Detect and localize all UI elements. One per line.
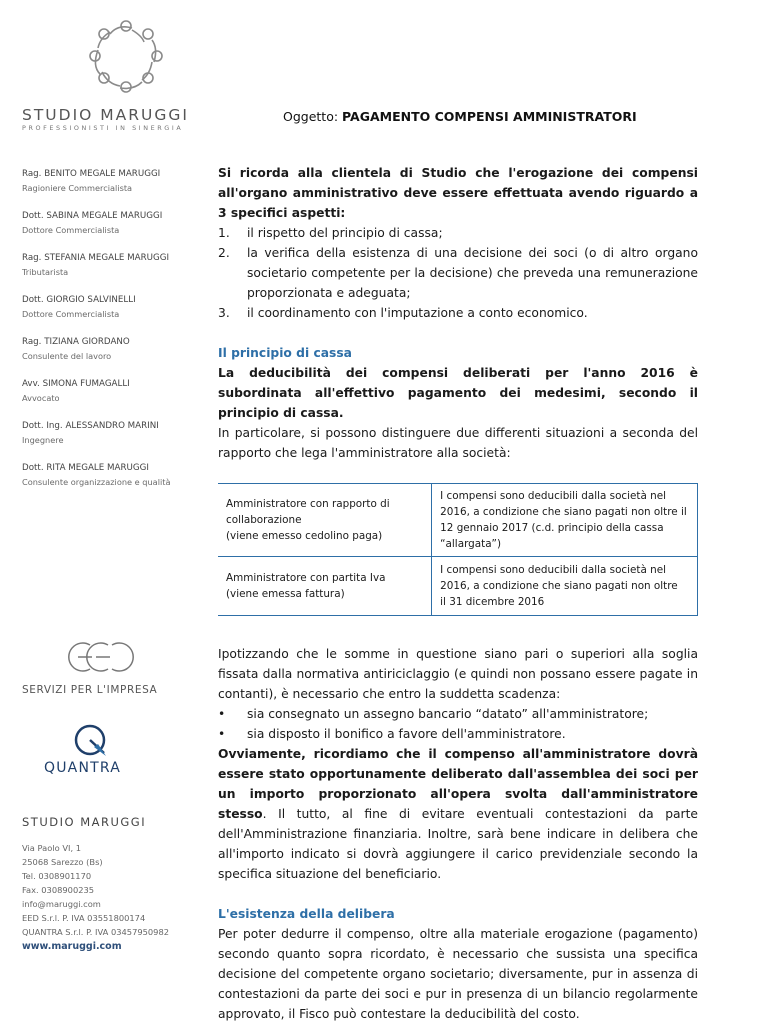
cell-line: Amministratore con rapporto di <box>226 498 390 510</box>
contact-line: QUANTRA S.r.l. P. IVA 03457950982 <box>22 927 170 937</box>
person-entry <box>22 378 202 420</box>
person-name: Dott. SABINA MEGALE MARUGGI <box>22 211 163 221</box>
person-role: Ragioniere Commercialista <box>22 183 133 193</box>
compensation-table <box>218 483 698 616</box>
brand-tagline: PROFESSIONISTI IN SINERGIA <box>22 124 184 132</box>
person-role: Tributarista <box>22 267 69 277</box>
list-item <box>218 704 698 724</box>
bullet-list <box>218 704 698 744</box>
letter-body <box>218 163 698 1024</box>
subject-text: PAGAMENTO COMPENSI AMMINISTRATORI <box>342 109 637 124</box>
eed-logo-icon <box>22 635 202 679</box>
aspects-list <box>218 223 698 323</box>
bullet-icon: • <box>218 707 226 721</box>
website-link[interactable]: www.maruggi.com <box>22 941 122 952</box>
list-text: sia disposto il bonifico a favore dell'amministratore. <box>247 727 566 741</box>
section-title-cassa: Il principio di cassa <box>218 346 352 360</box>
contact-line: 25068 Sarezzo (Bs) <box>22 857 103 867</box>
cell-line: 2016, a condizione che siano pagati non oltre il <box>440 506 687 518</box>
cell-line: 2016, a condizione che siano pagati non oltre <box>440 580 678 592</box>
bullet-icon: • <box>218 727 226 741</box>
cassa-paragraph: In particolare, si possono distinguere due differenti situazioni a seconda del rapporto che lega l'amministratore alla società: <box>218 426 698 460</box>
person-name: Rag. BENITO MEGALE MARUGGI <box>22 169 161 179</box>
person-role: Avvocato <box>22 393 60 403</box>
person-role: Consulente organizzazione e qualità <box>22 477 171 487</box>
cell-line: collaborazione <box>226 514 302 526</box>
list-item <box>218 303 698 323</box>
cell-line: Amministratore con partita Iva <box>226 572 386 584</box>
cell-line: (viene emessa fattura) <box>226 588 345 600</box>
professionals-list <box>22 168 202 504</box>
list-text: la verifica della esistenza di una decisione dei soci (o di altro organo societario competente per la decisione) che preveda una remunerazione proporzionata e adeguata; <box>247 246 698 300</box>
person-role: Ingegnere <box>22 435 64 445</box>
contact-block <box>22 815 207 954</box>
contact-line: EED S.r.l. P. IVA 03551800174 <box>22 913 146 923</box>
table-cell <box>218 557 432 616</box>
person-name: Rag. STEFANIA MEGALE MARUGGI <box>22 253 170 263</box>
cell-line: 12 gennaio 2017 (c.d. principio della cassa <box>440 522 664 534</box>
brand-name: STUDIO MARUGGI <box>22 106 189 124</box>
person-name: Dott. Ing. ALESSANDRO MARINI <box>22 421 159 431</box>
person-role: Consulente del lavoro <box>22 351 112 361</box>
person-name: Dott. RITA MEGALE MARUGGI <box>22 463 149 473</box>
person-entry <box>22 252 202 294</box>
delibera-bold-text: Ovviamente, ricordiamo che il compenso all'amministratore dovrà essere stato opportunamente deliberato dall'assemblea dei soci per un importo proporzionato all'opera svolta dall'amministratore stesso <box>218 747 698 821</box>
list-number: 2. <box>218 246 230 260</box>
person-entry <box>22 462 202 504</box>
section-title-delibera: L'esistenza della delibera <box>218 907 395 921</box>
person-role: Dottore Commercialista <box>22 225 120 235</box>
person-role: Dottore Commercialista <box>22 309 120 319</box>
person-entry <box>22 420 202 462</box>
person-name: Dott. GIORGIO SALVINELLI <box>22 295 136 305</box>
contact-line: Fax. 0308900235 <box>22 885 95 895</box>
contact-email[interactable]: info@maruggi.com <box>22 899 101 909</box>
eed-caption: SERVIZI PER L'IMPRESA <box>22 684 158 696</box>
list-text: il coordinamento con l'imputazione a conto economico. <box>247 306 588 320</box>
contact-line: Via Paolo VI, 1 <box>22 843 82 853</box>
table-cell <box>432 557 698 616</box>
list-item <box>218 223 698 243</box>
person-entry <box>22 168 202 210</box>
cell-line: (viene emesso cedolino paga) <box>226 530 383 542</box>
person-name: Avv. SIMONA FUMAGALLI <box>22 379 130 389</box>
subject-line <box>283 109 637 124</box>
person-name: Rag. TIZIANA GIORDANO <box>22 337 130 347</box>
list-item <box>218 243 698 303</box>
cassa-bold-paragraph: La deducibilità dei compensi deliberati per l'anno 2016 è subordinata all'effettivo pagamento dei medesimi, secondo il principio di cassa. <box>218 366 698 420</box>
person-entry <box>22 336 202 378</box>
contact-title: STUDIO MARUGGI <box>22 815 147 829</box>
cell-line: I compensi sono deducibili dalla società nel <box>440 564 667 576</box>
list-text: sia consegnato un assegno bancario “datato” all'amministratore; <box>247 707 649 721</box>
table-cell <box>218 484 432 557</box>
esistenza-paragraph: Per poter dedurre il compenso, oltre alla materiale erogazione (pagamento) secondo quanto sopra ricordato, è necessario che sussista una specifica decisione del competente organo societario; diversamente, pur in assenza di contestazioni da parte dei soci e pur in presenza di un bilancio regolarmente approvato, il Fisco può contestare la deducibilità del costo. <box>218 927 698 1021</box>
list-number: 1. <box>218 226 230 240</box>
people-circle-logo-icon <box>86 18 166 96</box>
list-number: 3. <box>218 306 230 320</box>
cell-line: il 31 dicembre 2016 <box>440 596 545 608</box>
antiriciclaggio-paragraph: Ipotizzando che le somme in questione siano pari o superiori alla soglia fissata dalla normativa antiriciclaggio (e quindi non possano essere pagate in contanti), è necessario che entro la suddetta scadenza: <box>218 647 698 701</box>
list-text: il rispetto del principio di cassa; <box>247 226 443 240</box>
quantra-name: QUANTRA <box>44 760 122 776</box>
table-cell <box>432 484 698 557</box>
person-entry <box>22 294 202 336</box>
intro-paragraph: Si ricorda alla clientela di Studio che l'erogazione dei compensi all'organo amministrativo deve essere effettuata avendo riguardo a 3 specifici aspetti: <box>218 166 698 220</box>
delibera-paragraph <box>218 744 698 884</box>
cell-line: “allargata”) <box>440 538 501 550</box>
list-item <box>218 724 698 744</box>
person-entry <box>22 210 202 252</box>
contact-line: Tel. 0308901170 <box>22 871 92 881</box>
cell-line: I compensi sono deducibili dalla società nel <box>440 490 667 502</box>
quantra-logo-icon <box>70 720 110 760</box>
table-row <box>218 484 698 557</box>
table-row <box>218 557 698 616</box>
delibera-text: . Il tutto, al fine di evitare eventuali contestazioni da parte dell'Amministrazione finanziaria. Inoltre, sarà bene indicare in delibera che all'importo indicato si dovrà aggiungere il carico previdenziale secondo la specifica situazione del beneficiario. <box>218 807 698 881</box>
subject-prefix: Oggetto: <box>283 109 339 124</box>
